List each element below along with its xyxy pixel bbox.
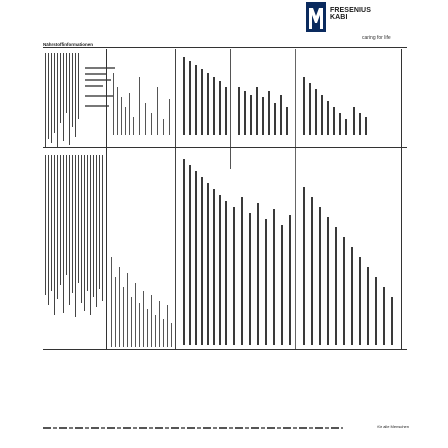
brand-logo <box>306 2 436 46</box>
section-title: Nährstoffinformationen <box>43 42 93 47</box>
footer-note: für alle Menschen <box>377 424 409 429</box>
nutrition-table-graphic <box>43 47 407 357</box>
brand-tagline: caring for life <box>362 35 391 41</box>
nutrition-table-region <box>43 47 407 357</box>
brand-name: FRESENIUS KABI <box>330 7 371 21</box>
footer-fine-print <box>43 427 343 429</box>
document-footer <box>43 424 409 432</box>
fresenius-kabi-logo-icon <box>306 2 326 32</box>
